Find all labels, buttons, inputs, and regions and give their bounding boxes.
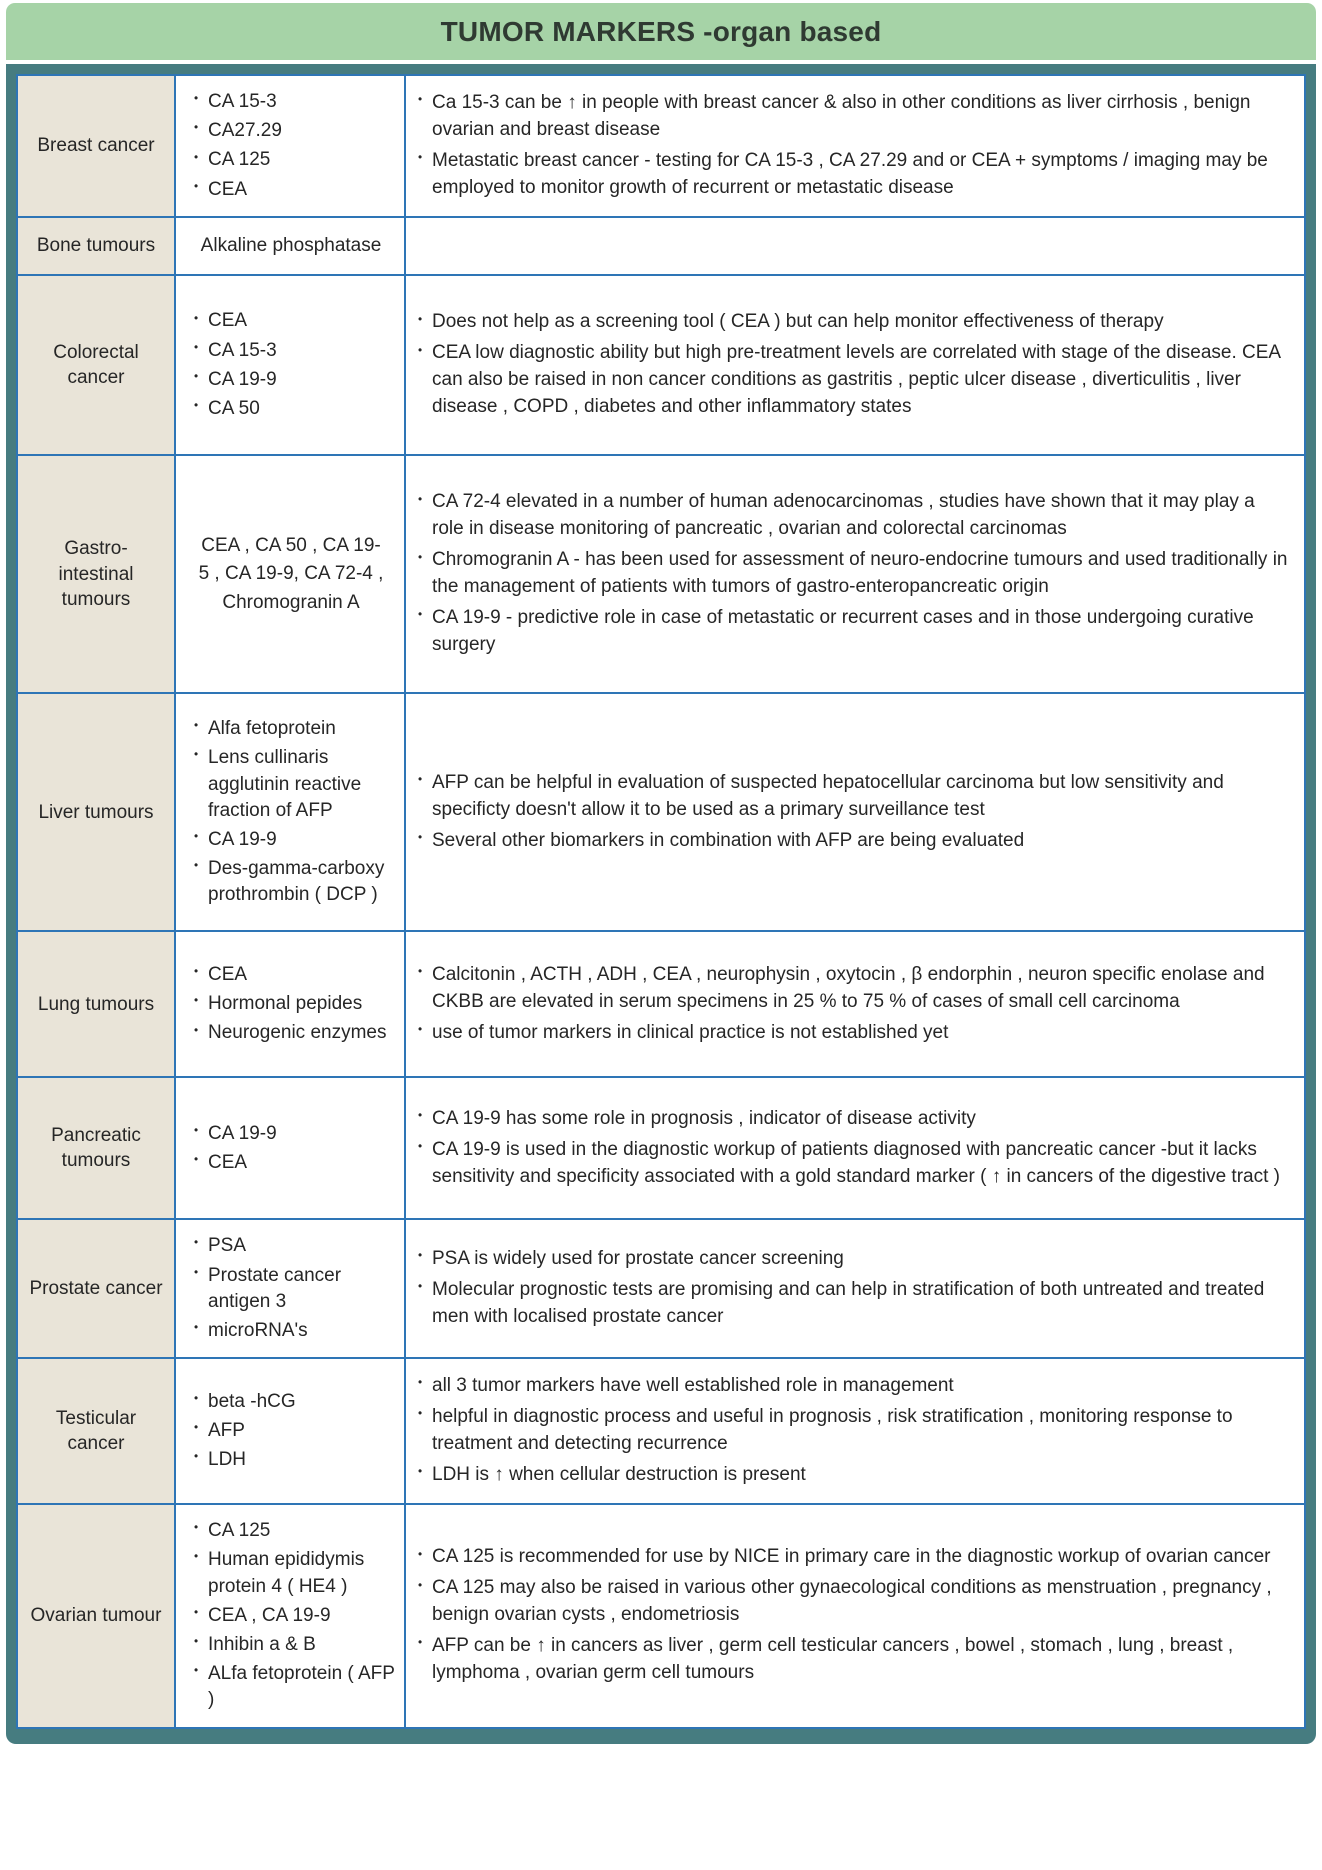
organ-cell — [18, 1078, 174, 1218]
marker-item: • CA 15-3 — [192, 338, 396, 364]
organ-label: Liver tumours — [38, 801, 154, 823]
marker-item: • CA 19-9 — [192, 1121, 396, 1147]
note-item: • CEA low diagnostic ability but high pre-treatment levels are correlated with stage of the disease. CEA can also be raised in non cancer conditions as gastritis , peptic ulcer disease , diverticulitis , liver disease , COPD , diabetes and other inflammatory states — [416, 340, 1290, 421]
marker-item: • CA 50 — [192, 396, 396, 422]
marker-item: • CEA — [192, 1150, 396, 1176]
notes-list — [416, 1242, 1290, 1335]
markers-cell — [174, 1078, 404, 1218]
markers-cell — [174, 1359, 404, 1503]
note-item: • PSA is widely used for prostate cancer screening — [416, 1246, 1290, 1273]
note-item: • CA 19-9 - predictive role in case of metastatic or recurrent cases and in those undergoing curative surgery — [416, 605, 1290, 659]
marker-item: • Neurogenic enzymes — [192, 1020, 396, 1046]
marker-item: • CEA — [192, 962, 396, 988]
marker-item: • ALfa fetoprotein ( AFP ) — [192, 1661, 396, 1713]
marker-item: • Hormonal pepides — [192, 991, 396, 1017]
note-item: • CA 19-9 is used in the diagnostic workup of patients diagnosed with pancreatic cancer -but it lacks sensitivity and specificity associated with a gold standard marker ( ↑ in cancers of the digestive tract ) — [416, 1137, 1290, 1191]
markers-list — [186, 1230, 396, 1347]
markers-list — [186, 1386, 396, 1477]
notes-list — [416, 305, 1290, 425]
note-item: • CA 72-4 elevated in a number of human adenocarcinomas , studies have shown that it may play a role in disease monitoring of pancreatic , ovarian and colorectal carcinomas — [416, 489, 1290, 543]
marker-item: • microRNA's — [192, 1318, 396, 1344]
notes-cell — [404, 932, 1304, 1076]
note-item: • LDH is ↑ when cellular destruction is present — [416, 1462, 1290, 1489]
marker-item: • LDH — [192, 1447, 396, 1473]
table-row — [18, 930, 1304, 1076]
organ-cell — [18, 1505, 174, 1727]
notes-list — [416, 766, 1290, 859]
markers-cell — [174, 694, 404, 930]
markers-list — [186, 305, 396, 425]
note-item: • AFP can be helpful in evaluation of suspected hepatocellular carcinoma but low sensitivity and specificty doesn't allow it to be used as a primary surveillance test — [416, 770, 1290, 824]
note-item: • Calcitonin , ACTH , ADH , CEA , neurophysin , oxytocin , β endorphin , neuron specific enolase and CKBB are elevated in serum specimens in 25 % to 75 % of cases of small cell carcinoma — [416, 962, 1290, 1016]
marker-item: • CEA — [192, 308, 396, 334]
table-row — [18, 274, 1304, 454]
note-item: • Several other biomarkers in combination with AFP are being evaluated — [416, 828, 1290, 855]
table-row — [18, 1357, 1304, 1503]
table-row — [18, 454, 1304, 692]
markers-text: CEA , CA 50 , CA 19-5 , CA 19-9, CA 72-4 , Chromogranin A — [198, 534, 384, 613]
notes-cell — [404, 456, 1304, 692]
organ-cell — [18, 1359, 174, 1503]
organ-label: Lung tumours — [37, 993, 155, 1015]
markers-list — [186, 1118, 396, 1179]
marker-item: • Lens cullinaris agglutinin reactive fraction of AFP — [192, 745, 396, 824]
marker-item: • CA27.29 — [192, 118, 396, 144]
markers-cell — [174, 76, 404, 216]
organ-label: Bone tumours — [36, 235, 156, 257]
title-bar — [6, 3, 1316, 60]
note-item: • Ca 15-3 can be ↑ in people with breast cancer & also in other conditions as liver cirrhosis , benign ovarian and breast disease — [416, 90, 1290, 144]
notes-cell — [404, 1078, 1304, 1218]
table-row — [18, 76, 1304, 216]
notes-list — [416, 485, 1290, 663]
markers-cell — [174, 932, 404, 1076]
organ-label: Testicular cancer — [55, 1407, 137, 1455]
markers-list — [186, 86, 396, 206]
organ-label: Gastro-intestinal tumours — [58, 537, 134, 611]
notes-list — [416, 1369, 1290, 1493]
marker-item: • PSA — [192, 1233, 396, 1259]
organ-cell — [18, 218, 174, 275]
organ-cell — [18, 694, 174, 930]
marker-item: • CA 19-9 — [192, 827, 396, 853]
markers-text: Alkaline phosphatase — [200, 234, 382, 256]
marker-item: • CA 125 — [192, 1518, 396, 1544]
marker-item: • CEA , CA 19-9 — [192, 1603, 396, 1629]
organ-cell — [18, 76, 174, 216]
note-item: • Chromogranin A - has been used for assessment of neuro-endocrine tumours and used traditionally in the management of patients with tumors of gastro-enteropancreatic origin — [416, 547, 1290, 601]
table-row — [18, 1218, 1304, 1357]
organ-label: Breast cancer — [37, 135, 155, 157]
table-row — [18, 216, 1304, 275]
markers-list — [186, 713, 396, 912]
notes-cell — [404, 1359, 1304, 1503]
notes-cell — [404, 276, 1304, 454]
notes-list — [416, 1102, 1290, 1195]
note-item: • CA 125 is recommended for use by NICE in primary care in the diagnostic workup of ovarian cancer — [416, 1544, 1290, 1571]
note-item: • CA 125 may also be raised in various other gynaecological conditions as menstruation , pregnancy , benign ovarian cysts , endometriosis — [416, 1575, 1290, 1629]
notes-cell — [404, 1505, 1304, 1727]
marker-item: • CA 125 — [192, 147, 396, 173]
table-row — [18, 692, 1304, 930]
note-item: • Molecular prognostic tests are promising and can help in stratification of both untreated and treated men with localised prostate cancer — [416, 1277, 1290, 1331]
notes-list — [416, 1540, 1290, 1691]
note-item: • use of tumor markers in clinical practice is not established yet — [416, 1020, 1290, 1047]
marker-item: • CEA — [192, 177, 396, 203]
notes-cell — [404, 218, 1304, 275]
marker-item: • CA 15-3 — [192, 89, 396, 115]
marker-item: • CA 19-9 — [192, 367, 396, 393]
organ-label: Colorectal cancer — [53, 341, 139, 389]
table-frame — [6, 64, 1316, 1744]
note-item: • CA 19-9 has some role in prognosis , indicator of disease activity — [416, 1106, 1290, 1133]
note-item: • AFP can be ↑ in cancers as liver , germ cell testicular cancers , bowel , stomach , lung , breast , lymphoma , ovarian germ cell tumours — [416, 1633, 1290, 1687]
organ-cell — [18, 932, 174, 1076]
markers-cell — [174, 276, 404, 454]
markers-cell — [174, 1220, 404, 1357]
organ-cell — [18, 456, 174, 692]
marker-item: • AFP — [192, 1418, 396, 1444]
markers-cell — [174, 1505, 404, 1727]
table-row — [18, 1076, 1304, 1218]
note-item: • Does not help as a screening tool ( CEA ) but can help monitor effectiveness of therapy — [416, 309, 1290, 336]
notes-cell — [404, 1220, 1304, 1357]
markers-cell — [174, 456, 404, 692]
note-item: • all 3 tumor markers have well established role in management — [416, 1373, 1290, 1400]
markers-cell — [174, 218, 404, 275]
organ-label: Pancreatic tumours — [51, 1124, 141, 1172]
notes-cell — [404, 694, 1304, 930]
organ-cell — [18, 276, 174, 454]
marker-table — [16, 74, 1306, 1729]
markers-list — [186, 959, 396, 1050]
marker-item: • Prostate cancer antigen 3 — [192, 1263, 396, 1315]
note-item: • helpful in diagnostic process and useful in prognosis , risk stratification , monitoring response to treatment and detecting recurrence — [416, 1404, 1290, 1458]
marker-item: • Inhibin a & B — [192, 1632, 396, 1658]
marker-item: • Alfa fetoprotein — [192, 716, 396, 742]
notes-list — [416, 86, 1290, 206]
note-item: • Metastatic breast cancer - testing for CA 15-3 , CA 27.29 and or CEA + symptoms / imaging may be employed to monitor growth of recurrent or metastatic disease — [416, 148, 1290, 202]
page-title: TUMOR MARKERS -organ based — [440, 15, 882, 47]
organ-cell — [18, 1220, 174, 1357]
organ-label: Ovarian tumour — [30, 1605, 162, 1627]
markers-list — [186, 1515, 396, 1717]
organ-label: Prostate cancer — [29, 1277, 163, 1299]
tumor-markers-card — [6, 3, 1316, 1744]
marker-item: • beta -hCG — [192, 1389, 396, 1415]
table-row — [18, 1503, 1304, 1727]
notes-list — [416, 958, 1290, 1051]
marker-item: • Des-gamma-carboxy prothrombin ( DCP ) — [192, 856, 396, 908]
notes-cell — [404, 76, 1304, 216]
marker-item: • Human epididymis protein 4 ( HE4 ) — [192, 1547, 396, 1599]
